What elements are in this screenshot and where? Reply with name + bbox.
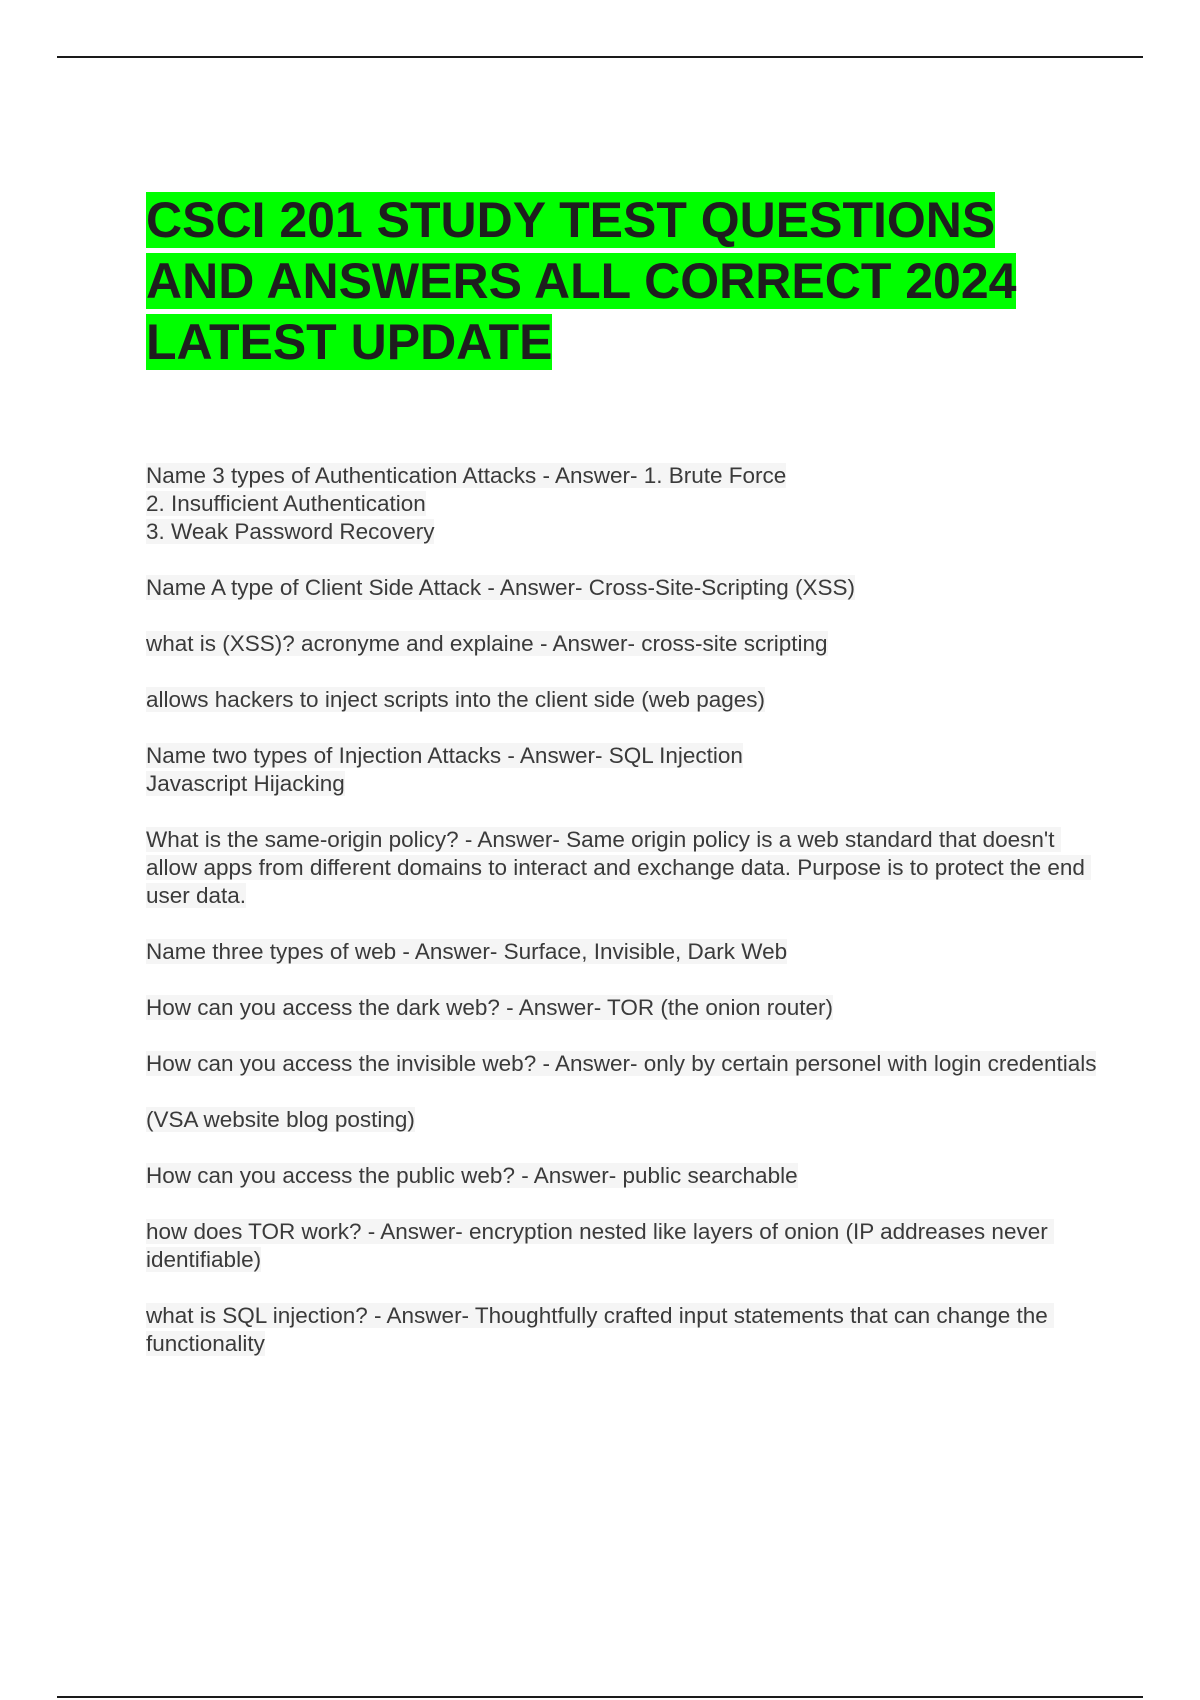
qa-entry-same-origin-policy: What is the same-origin policy? - Answer- Same origin policy is a web standard that doesn't allow apps from different domains to interact and exchange data. Purpose is to protect the end user data.	[146, 827, 1092, 908]
qa-entry-injection-attacks: Name two types of Injection Attacks - Answer- SQL Injection Javascript Hijacking	[146, 743, 743, 796]
title-highlight: CSCI 201 STUDY TEST QUESTIONS AND ANSWERS ALL CORRECT 2024 LATEST UPDATE	[146, 192, 1017, 370]
qa-entry-xss-explanation: allows hackers to inject scripts into the client side (web pages)	[146, 687, 766, 712]
qa-entry-xss-definition: what is (XSS)? acronyme and explaine - Answer- cross-site scripting	[146, 631, 828, 656]
qa-entry-invisible-web-access: How can you access the invisible web? - Answer- only by certain personel with login credentials	[146, 1051, 1097, 1076]
qa-entry-client-side-attack: Name A type of Client Side Attack - Answer- Cross-Site-Scripting (XSS)	[146, 575, 856, 600]
document-title	[146, 190, 1106, 373]
qa-entry-vsa-blog: (VSA website blog posting)	[146, 1107, 415, 1132]
qa-entry-sql-injection: what is SQL injection? - Answer- Thoughtfully crafted input statements that can change the functionality	[146, 1303, 1055, 1356]
qa-entry-tor-how: how does TOR work? - Answer- encryption nested like layers of onion (IP addreases never identifiable)	[146, 1219, 1054, 1272]
qa-entry-authentication-attacks: Name 3 types of Authentication Attacks - Answer- 1. Brute Force 2. Insufficient Authentication 3. Weak Password Recovery	[146, 463, 787, 544]
bottom-rule	[57, 1696, 1143, 1698]
top-rule	[57, 56, 1143, 58]
qa-entry-dark-web-access: How can you access the dark web? - Answer- TOR (the onion router)	[146, 995, 833, 1020]
qa-entry-types-of-web: Name three types of web - Answer- Surface, Invisible, Dark Web	[146, 939, 788, 964]
qa-entry-public-web-access: How can you access the public web? - Answer- public searchable	[146, 1163, 798, 1188]
qa-list	[146, 462, 1106, 1386]
